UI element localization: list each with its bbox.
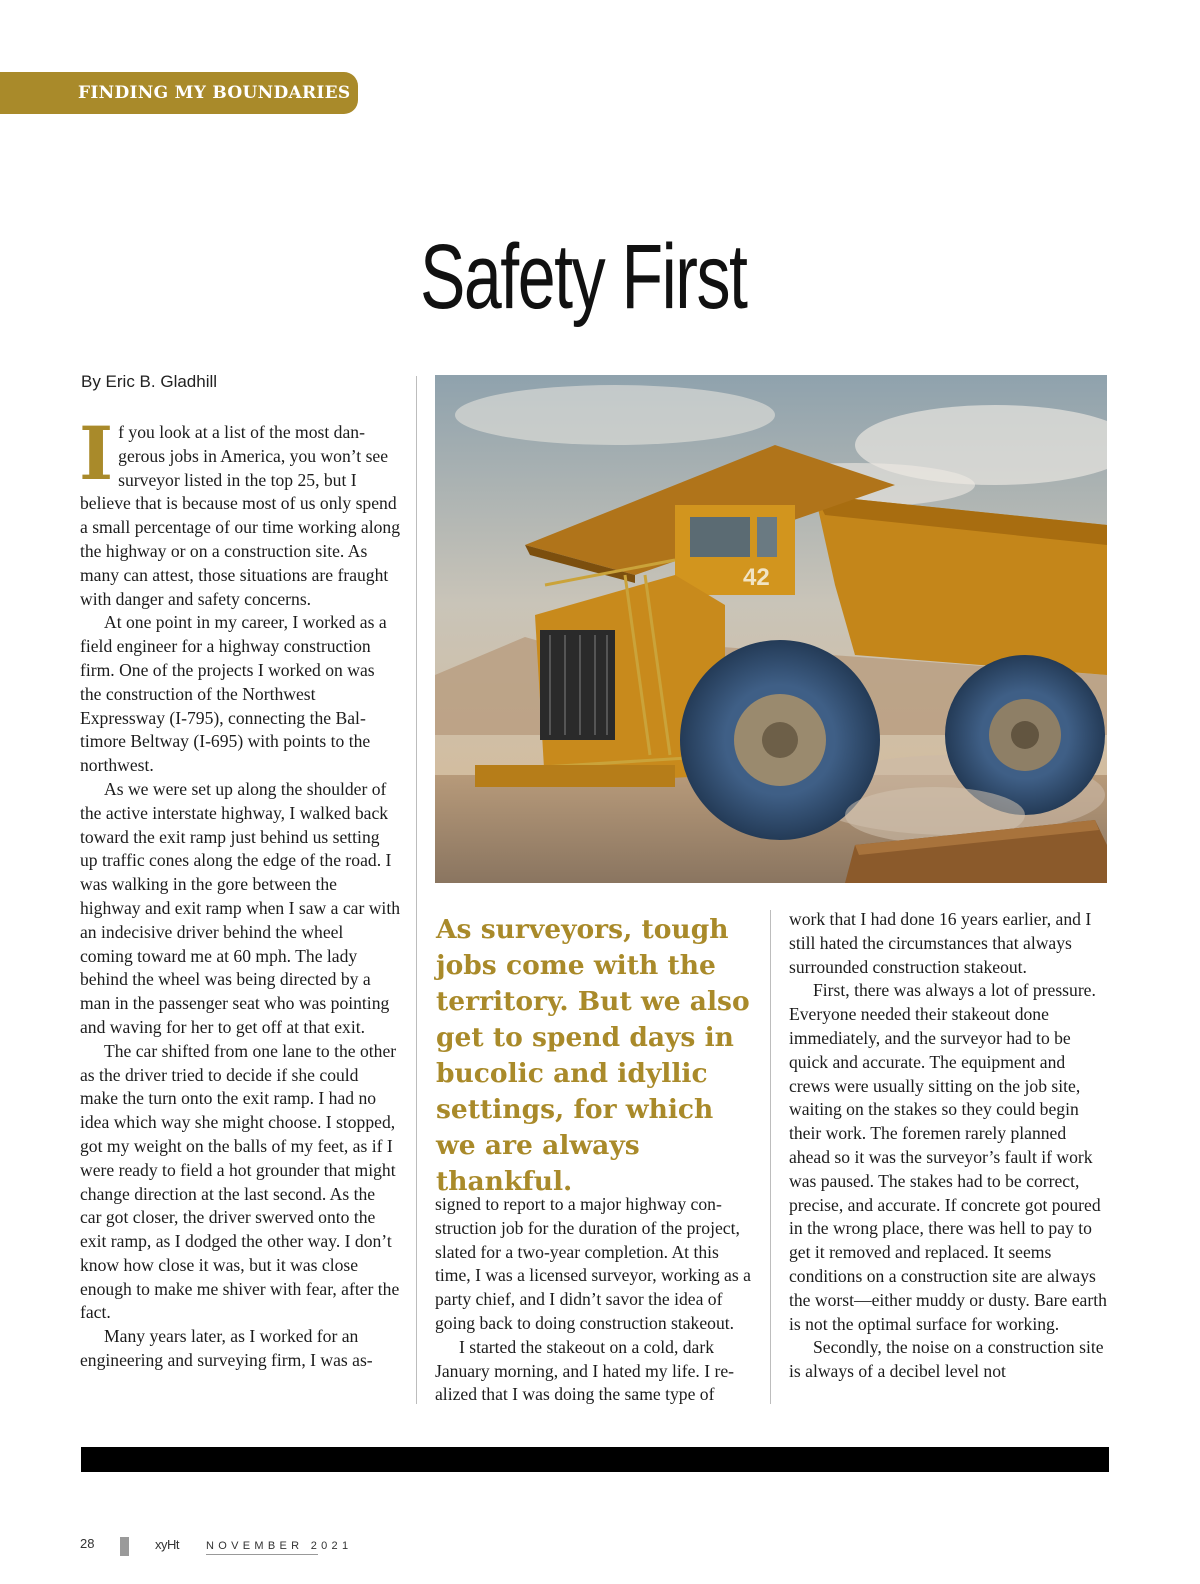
column-divider [770,910,771,1404]
issue-underline [206,1554,318,1555]
paragraph: I started the stakeout on a cold, dark January morning, and I hated my life. I realized that I was doing the same type of [435,1336,734,1405]
page-number: 28 [80,1536,95,1551]
article-title: Safety First [420,226,747,328]
paragraph: work that I had done 16 years earlier, and I still hated the circumstances that always surrounded construction stakeout. [789,909,1092,977]
column-3 [789,908,1107,1384]
footer-bar [81,1447,1109,1472]
paragraph: The car shifted from one lane to the other as the driver tried to decide if she could make the turn onto the exit ramp. I had no idea which way she might choose. I stopped, got my weight on the balls of my feet, as if I were ready to field a hot grounder that might change direction at the last second. As the car got closer, the driver swerved onto the exit ramp, as I dodged the other way. I don’t know how close it was, but it was close enough to make me shiver with fear, after the fact. [80,1040,400,1323]
column-divider [416,376,417,1404]
dump-truck-photo [435,375,1107,883]
paragraph: If you look at a list of the most dangerous jobs in America, you won’t see surveyor listed in the top 25, but I believe that is because most of us only spend a small percentage of our time working along the highway or on a construction site. As many can attest, those situations are fraught with danger and safety concerns. [79,411,401,609]
issue-date: NOVEMBER 2021 [206,1540,353,1552]
truck-number: 42 [743,564,770,591]
pull-quote: As surveyors, tough jobs come with the territory. But we also get to spend days in bucolic and idyllic settings, for which we are always thankful. [436,914,750,1197]
byline: By Eric B. Gladhill [81,372,218,391]
folio-divider [120,1537,129,1556]
magazine-name: xyHt [155,1537,179,1552]
paragraph: First, there was always a lot of pressure. Everyone needed their stakeout done immediately, and the surveyor had to be quick and accurate. The equipment and crews were usually sitting on the job site, waiting on the stakes so they could begin their work. The foremen rarely planned ahead so it was the surveyor’s fault if work was paused. The stakes had to be correct, precise, and accurate. If concrete got poured in the wrong place, there was hell to pay to get it removed and replaced. It seems conditions on a construction site are always the worst—either muddy or dusty. Bare earth is not the optimal surface for working. [789,980,1107,1334]
column-2 [435,1193,757,1407]
paragraph: Many years later, as I worked for an engineering and surveying firm, I was as- [80,1326,373,1371]
paragraph: At one point in my career, I worked as a field engineer for a highway construction firm. One of the projects I worked on was the construction of the Northwest Expressway (I-795), connecting the Baltimore Beltway (I-695) with points to the northwest. [80,612,387,776]
paragraph: Secondly, the noise on a construction site is always of a decibel level not [789,1337,1104,1382]
section-tab: FINDING MY BOUNDARIES [0,72,358,114]
paragraph: As we were set up along the shoulder of the active interstate highway, I walked back toward the exit ramp just behind us setting up traffic cones along the edge of the road. I was walking in the gore between the highway and exit ramp when I saw a car with an indecisive driver behind the wheel coming toward me at 60 mph. The lady behind the wheel was being directed by a man in the passenger seat who was pointing and waving for her to get off at that exit. [80,778,401,1037]
paragraph: signed to report to a major highway construction job for the duration of the project, slated for a two-year completion. At this time, I was a licensed surveyor, working as a party chief, and I didn’t savor the idea of going back to doing construction stakeout. [435,1194,751,1333]
column-1 [79,411,401,1373]
drop-cap: I [79,411,114,497]
